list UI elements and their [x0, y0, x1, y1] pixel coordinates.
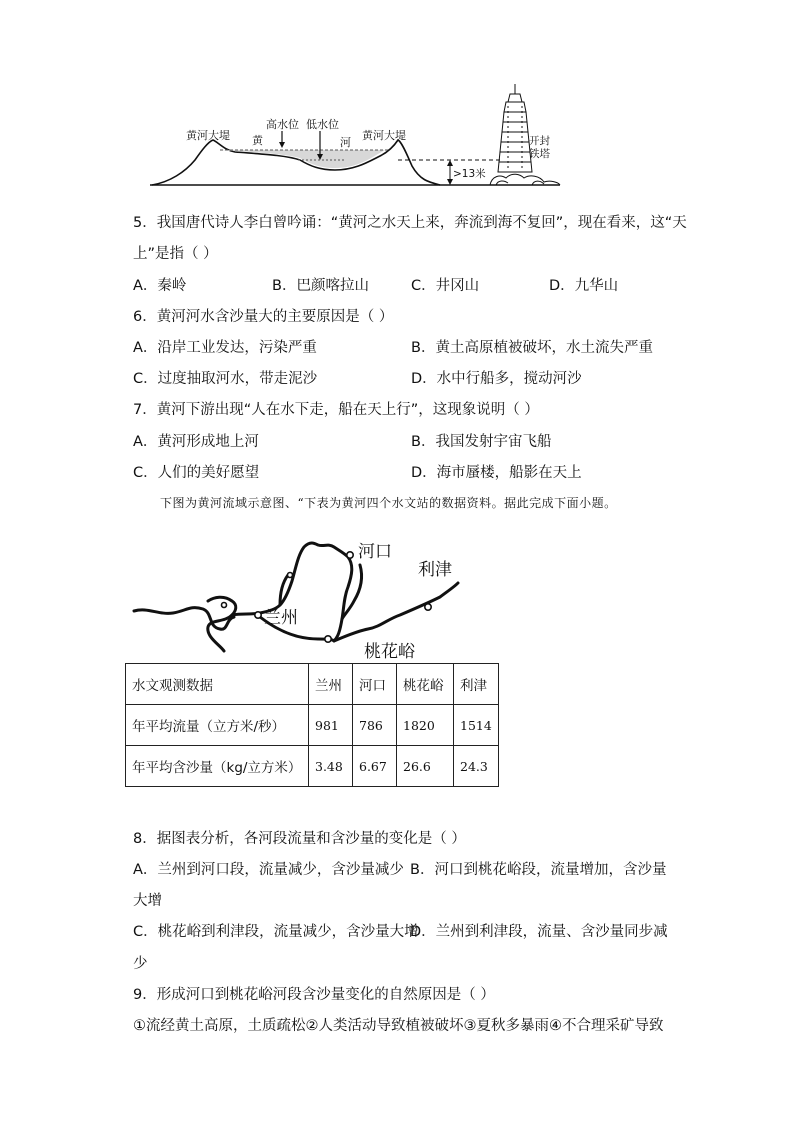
table-cell: 年平均流量（立方米/秒） [126, 705, 309, 746]
table-cell: 年平均含沙量（kg/立方米） [126, 746, 309, 787]
q8-option-d: D．兰州到利津段，流量、含沙量同步减 [410, 924, 668, 940]
q5-stem-line2: 上”是指（ ） [133, 246, 218, 262]
q7-option-d: D．海市蜃楼，船影在天上 [411, 465, 582, 481]
label-height: >13米 [453, 168, 486, 180]
label-tower-2: 铁塔 [529, 148, 550, 160]
yellow-river-map [128, 535, 468, 663]
table-cell: 24.3 [454, 746, 499, 787]
q8-option-b-cont: 大增 [133, 893, 162, 909]
q5-option-b: B．巴颜喀拉山 [272, 278, 369, 294]
hydrology-data-table [125, 663, 499, 787]
table-header-cell: 桃花峪 [397, 664, 454, 705]
table-header-cell: 利津 [454, 664, 499, 705]
section-intro: 下图为黄河流域示意图、“下表为黄河四个水文站的数据资料。据此完成下面小题。 [160, 496, 617, 510]
label-levee-left: 黄河大堤 [186, 129, 230, 142]
q6-option-a: A．沿岸工业发达，污染严重 [133, 340, 317, 356]
q6-option-c: C．过度抽取河水，带走泥沙 [133, 371, 318, 387]
label-low-water: 低水位 [306, 118, 339, 131]
map-label-lanzhou: 兰州 [264, 608, 298, 628]
table-cell: 1820 [397, 705, 454, 746]
q7-stem: 7．黄河下游出现“人在水下走，船在天上行”，这现象说明（ ） [133, 402, 539, 418]
table-cell: 1514 [454, 705, 499, 746]
q9-statements: ①流经黄土高原，土质疏松②人类活动导致植被破坏③夏秋多暴雨④不合理采矿导致 [133, 1018, 664, 1034]
map-label-lijin: 利津 [418, 560, 452, 580]
table-cell: 26.6 [397, 746, 454, 787]
table-cell: 6.67 [353, 746, 397, 787]
table-row [126, 705, 499, 746]
table-cell: 981 [309, 705, 353, 746]
q9-stem: 9．形成河口到桃花峪河段含沙量变化的自然原因是（ ） [133, 987, 495, 1003]
q8-stem: 8．据图表分析，各河段流量和含沙量的变化是（ ） [133, 831, 466, 847]
q7-option-b: B．我国发射宇宙飞船 [411, 434, 552, 450]
table-header-cell: 兰州 [309, 664, 353, 705]
table-header-cell: 河口 [353, 664, 397, 705]
label-he: 河 [340, 136, 351, 149]
q8-option-c: C．桃花峪到利津段，流量减少，含沙量大增 [133, 924, 419, 940]
river-cross-section-figure [140, 82, 570, 192]
table-header-row [126, 664, 499, 705]
map-label-taohuayu: 桃花峪 [364, 642, 415, 662]
q5-option-d: D．九华山 [549, 278, 619, 294]
q6-option-b: B．黄土高原植被破坏，水土流失严重 [411, 340, 653, 356]
q5-option-c: C．井冈山 [411, 278, 480, 294]
q6-stem: 6．黄河河水含沙量大的主要原因是（ ） [133, 309, 394, 325]
q7-option-c: C．人们的美好愿望 [133, 465, 260, 481]
label-huang: 黄 [252, 134, 263, 147]
q8-option-d-cont: 少 [133, 956, 148, 972]
q5-stem-line1: 5．我国唐代诗人李白曾吟诵：“黄河之水天上来，奔流到海不复回”，现在看来，这“天 [133, 215, 687, 231]
q6-option-d: D．水中行船多，搅动河沙 [411, 371, 582, 387]
label-levee-right: 黄河大堤 [362, 129, 406, 142]
table-header-cell: 水文观测数据 [126, 664, 309, 705]
map-label-hekou: 河口 [358, 542, 392, 562]
table-row [126, 746, 499, 787]
q8-option-b: B．河口到桃花峪段，流量增加，含沙量 [410, 862, 667, 878]
q5-option-a: A．秦岭 [133, 278, 187, 294]
table-cell: 3.48 [309, 746, 353, 787]
label-high-water: 高水位 [266, 118, 299, 131]
q8-option-a: A．兰州到河口段，流量减少，含沙量减少 [133, 862, 404, 878]
q7-option-a: A．黄河形成地上河 [133, 434, 259, 450]
label-tower-1: 开封 [529, 135, 550, 147]
table-cell: 786 [353, 705, 397, 746]
